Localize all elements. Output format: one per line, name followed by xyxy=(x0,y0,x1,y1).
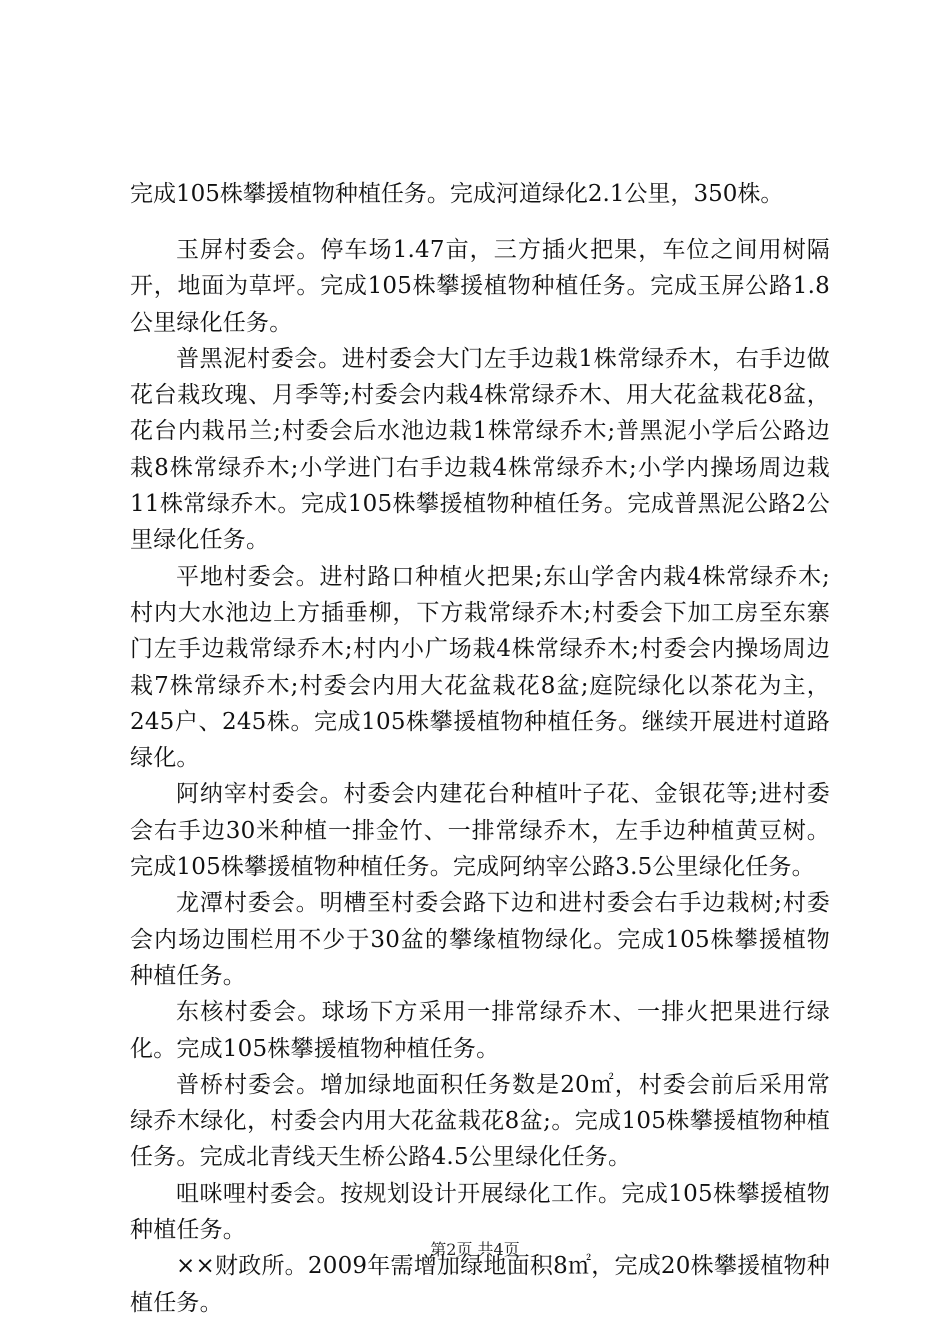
paragraph-finance-office: ××财政所。2009年需增加绿地面积8㎡，完成20株攀援植物种植任务。 xyxy=(130,1253,830,1316)
paragraph-jumili: 咀咪哩村委会。按规划设计开展绿化工作。完成105株攀援植物种植任务。 xyxy=(130,1180,830,1244)
lead-line: 完成105株攀援植物种植任务。完成河道绿化2.1公里，350株。 xyxy=(130,181,784,207)
paragraph-yuping: 玉屏村委会。停车场1.47亩，三方插火把果，车位之间用树隔开，地面为草坪。完成105株攀援植物种植任务。完成玉屏公路1.8公里绿化任务。 xyxy=(130,237,830,336)
paragraph-puheini: 普黑泥村委会。进村委会大门左手边栽1株常绿乔木，右手边做花台栽玫瑰、月季等;村委会内栽4株常绿乔木、用大花盆栽花8盆，花台内栽吊兰;村委会后水池边栽1株常绿乔木;普黑泥小学后公路边栽8株常绿乔木;小学进门右手边栽4株常绿乔木;小学内操场周边栽11株常绿乔木。完成105株攀援植物种植任务。完成普黑泥公路2公里绿化任务。 xyxy=(130,345,830,554)
paragraph-longtan: 龙潭村委会。明槽至村委会路下边和进村委会右手边栽树;村委会内场边围栏用不少于30盆的攀缘植物绿化。完成105株攀援植物种植任务。 xyxy=(130,890,830,989)
paragraph-donghe: 东核村委会。球场下方采用一排常绿乔木、一排火把果进行绿化。完成105株攀援植物种植任务。 xyxy=(130,999,830,1062)
paragraph-pingdi: 平地村委会。进村路口种植火把果;东山学舍内栽4株常绿乔木;村内大水池边上方插垂柳，下方栽常绿乔木;村委会下加工房至东寨门左手边栽常绿乔木;村内小广场栽4株常绿乔木;村委会内操场周边栽7株常绿乔木;村委会内用大花盆栽花8盆;庭院绿化以茶花为主，245户、245株。完成105株攀援植物种植任务。继续开展进村道路绿化。 xyxy=(130,563,830,772)
document-body xyxy=(130,232,830,1321)
page-footer: 第2页 共4页 xyxy=(430,1240,520,1259)
paragraph-anazai: 阿纳宰村委会。村委会内建花台种植叶子花、金银花等;进村委会右手边30米种植一排金竹、一排常绿乔木，左手边种植黄豆树。完成105株攀援植物种植任务。完成阿纳宰公路3.5公里绿化任务。 xyxy=(130,781,830,881)
paragraph-puqiao: 普桥村委会。增加绿地面积任务数是20㎡，村委会前后采用常绿乔木绿化，村委会内用大花盆栽花8盆;。完成105株攀援植物种植任务。完成北青线天生桥公路4.5公里绿化任务。 xyxy=(130,1071,830,1171)
